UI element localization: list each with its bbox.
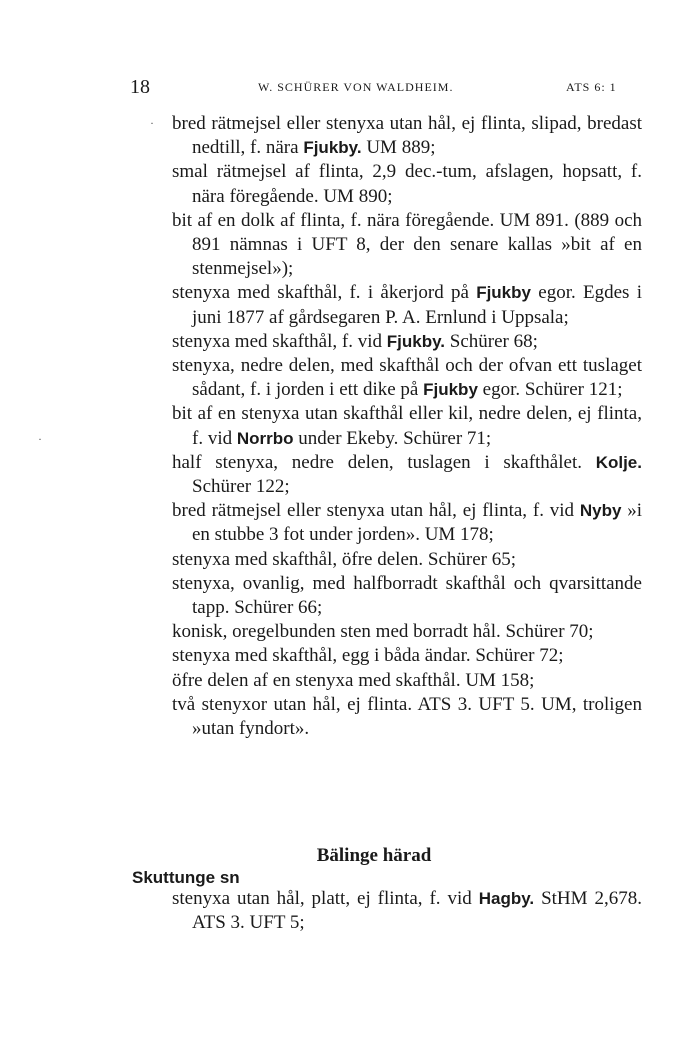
entry-text: Schürer 68; — [445, 330, 538, 352]
catalogue-entry — [172, 330, 642, 354]
place-name: Hagby. — [478, 889, 535, 908]
running-title: W. SCHÜRER VON WALDHEIM. — [258, 80, 454, 94]
section-heading: Bälinge härad — [316, 845, 432, 866]
place-name: Fjukby. — [386, 331, 446, 351]
entry-text: StHM 2,678. ATS 3. UFT 5; — [192, 888, 642, 934]
entry-list — [172, 112, 642, 741]
page-number: 18 — [130, 76, 150, 98]
catalogue-entry — [172, 693, 642, 741]
catalogue-entry — [172, 887, 642, 935]
entry-list-balinge — [172, 887, 642, 935]
running-header — [0, 74, 688, 100]
entry-text: egor. Egdes i juni 1877 af gårdsegaren P. A. Ernlund i Uppsala; — [192, 282, 642, 328]
catalogue-entry — [172, 112, 642, 160]
entry-text: stenyxa, nedre delen, med skafthål och der ofvan ett tuslaget sådant, f. i jorden i ett dike på — [172, 355, 642, 401]
catalogue-entry — [172, 354, 642, 402]
entry-text: smal rätmejsel af flinta, 2,9 dec.-tum, afslagen, hopsatt, f. nära föregående. UM 890; — [172, 161, 642, 207]
entry-text: bred rätmejsel eller stenyxa utan hål, ej flinta, slipad, bredast nedtill, f. nära — [172, 113, 642, 159]
entry-text: konisk, oregelbunden sten med borradt hål. Schürer 70; — [172, 621, 594, 643]
place-name: Fjukby — [423, 380, 478, 400]
entry-text: stenyxa med skafthål, egg i båda ändar. Schürer 72; — [172, 645, 564, 667]
catalogue-entry — [172, 644, 642, 668]
entry-text: stenyxa med skafthål, f. i åkerjord på — [172, 282, 477, 304]
entry-text: Schürer 122; — [192, 476, 290, 498]
entry-text: bred rätmejsel eller stenyxa utan hål, ej flinta, f. vid — [172, 500, 580, 522]
entry-text: öfre delen af en stenyxa med skafthål. UM 158; — [172, 669, 535, 691]
catalogue-entry — [172, 499, 642, 547]
entry-text: bit af en dolk af flinta, f. nära föregående. UM 891. (889 och 891 nämnas i UFT 8, der den senare kallas »bit af en stenmejsel»); — [172, 209, 642, 280]
entry-text: UM 889; — [361, 137, 436, 159]
entry-text: två stenyxor utan hål, ej flinta. ATS 3. UFT 5. UM, troligen »utan fyndort». — [172, 693, 642, 740]
entry-text: half stenyxa, nedre delen, tuslagen i skafthålet. — [172, 451, 596, 473]
entry-text: under Ekeby. Schürer 71; — [293, 427, 492, 449]
entry-text: »i en stubbe 3 fot under jorden». UM 178; — [192, 500, 643, 546]
catalogue-entry — [172, 281, 642, 329]
catalogue-entry — [172, 620, 642, 644]
entry-text: stenyxa med skafthål, öfre delen. Schürer 65; — [172, 548, 516, 570]
reference-label: ATS 6: 1 — [566, 80, 617, 94]
catalogue-entry — [172, 572, 642, 620]
entry-text: stenyxa utan hål, platt, ej flinta, f. vid — [172, 888, 479, 909]
entry-text: stenyxa, ovanlig, med halfborradt skafthål och qvarsittande tapp. Schürer 66; — [172, 572, 642, 619]
catalogue-entry — [172, 669, 642, 693]
place-name: Nyby — [579, 501, 622, 521]
catalogue-entry — [172, 402, 642, 450]
entry-text: stenyxa med skafthål, f. vid — [172, 330, 387, 352]
margin-mark: · — [38, 432, 42, 446]
entry-text: bit af en stenyxa utan skafthål eller kil, nedre delen, ej flinta, f. vid — [172, 403, 642, 449]
catalogue-entry — [172, 548, 642, 572]
catalogue-entry — [172, 160, 642, 208]
place-name: Fjukby. — [303, 138, 362, 158]
margin-mark: · — [150, 116, 154, 130]
catalogue-entry — [172, 209, 642, 282]
place-name: Kolje. — [595, 452, 642, 472]
entry-text: egor. Schürer 121; — [477, 379, 623, 401]
catalogue-entry — [172, 451, 642, 499]
parish-heading: Skuttunge sn — [132, 868, 240, 887]
place-name: Fjukby — [476, 283, 531, 303]
place-name: Norrbo — [236, 428, 294, 448]
